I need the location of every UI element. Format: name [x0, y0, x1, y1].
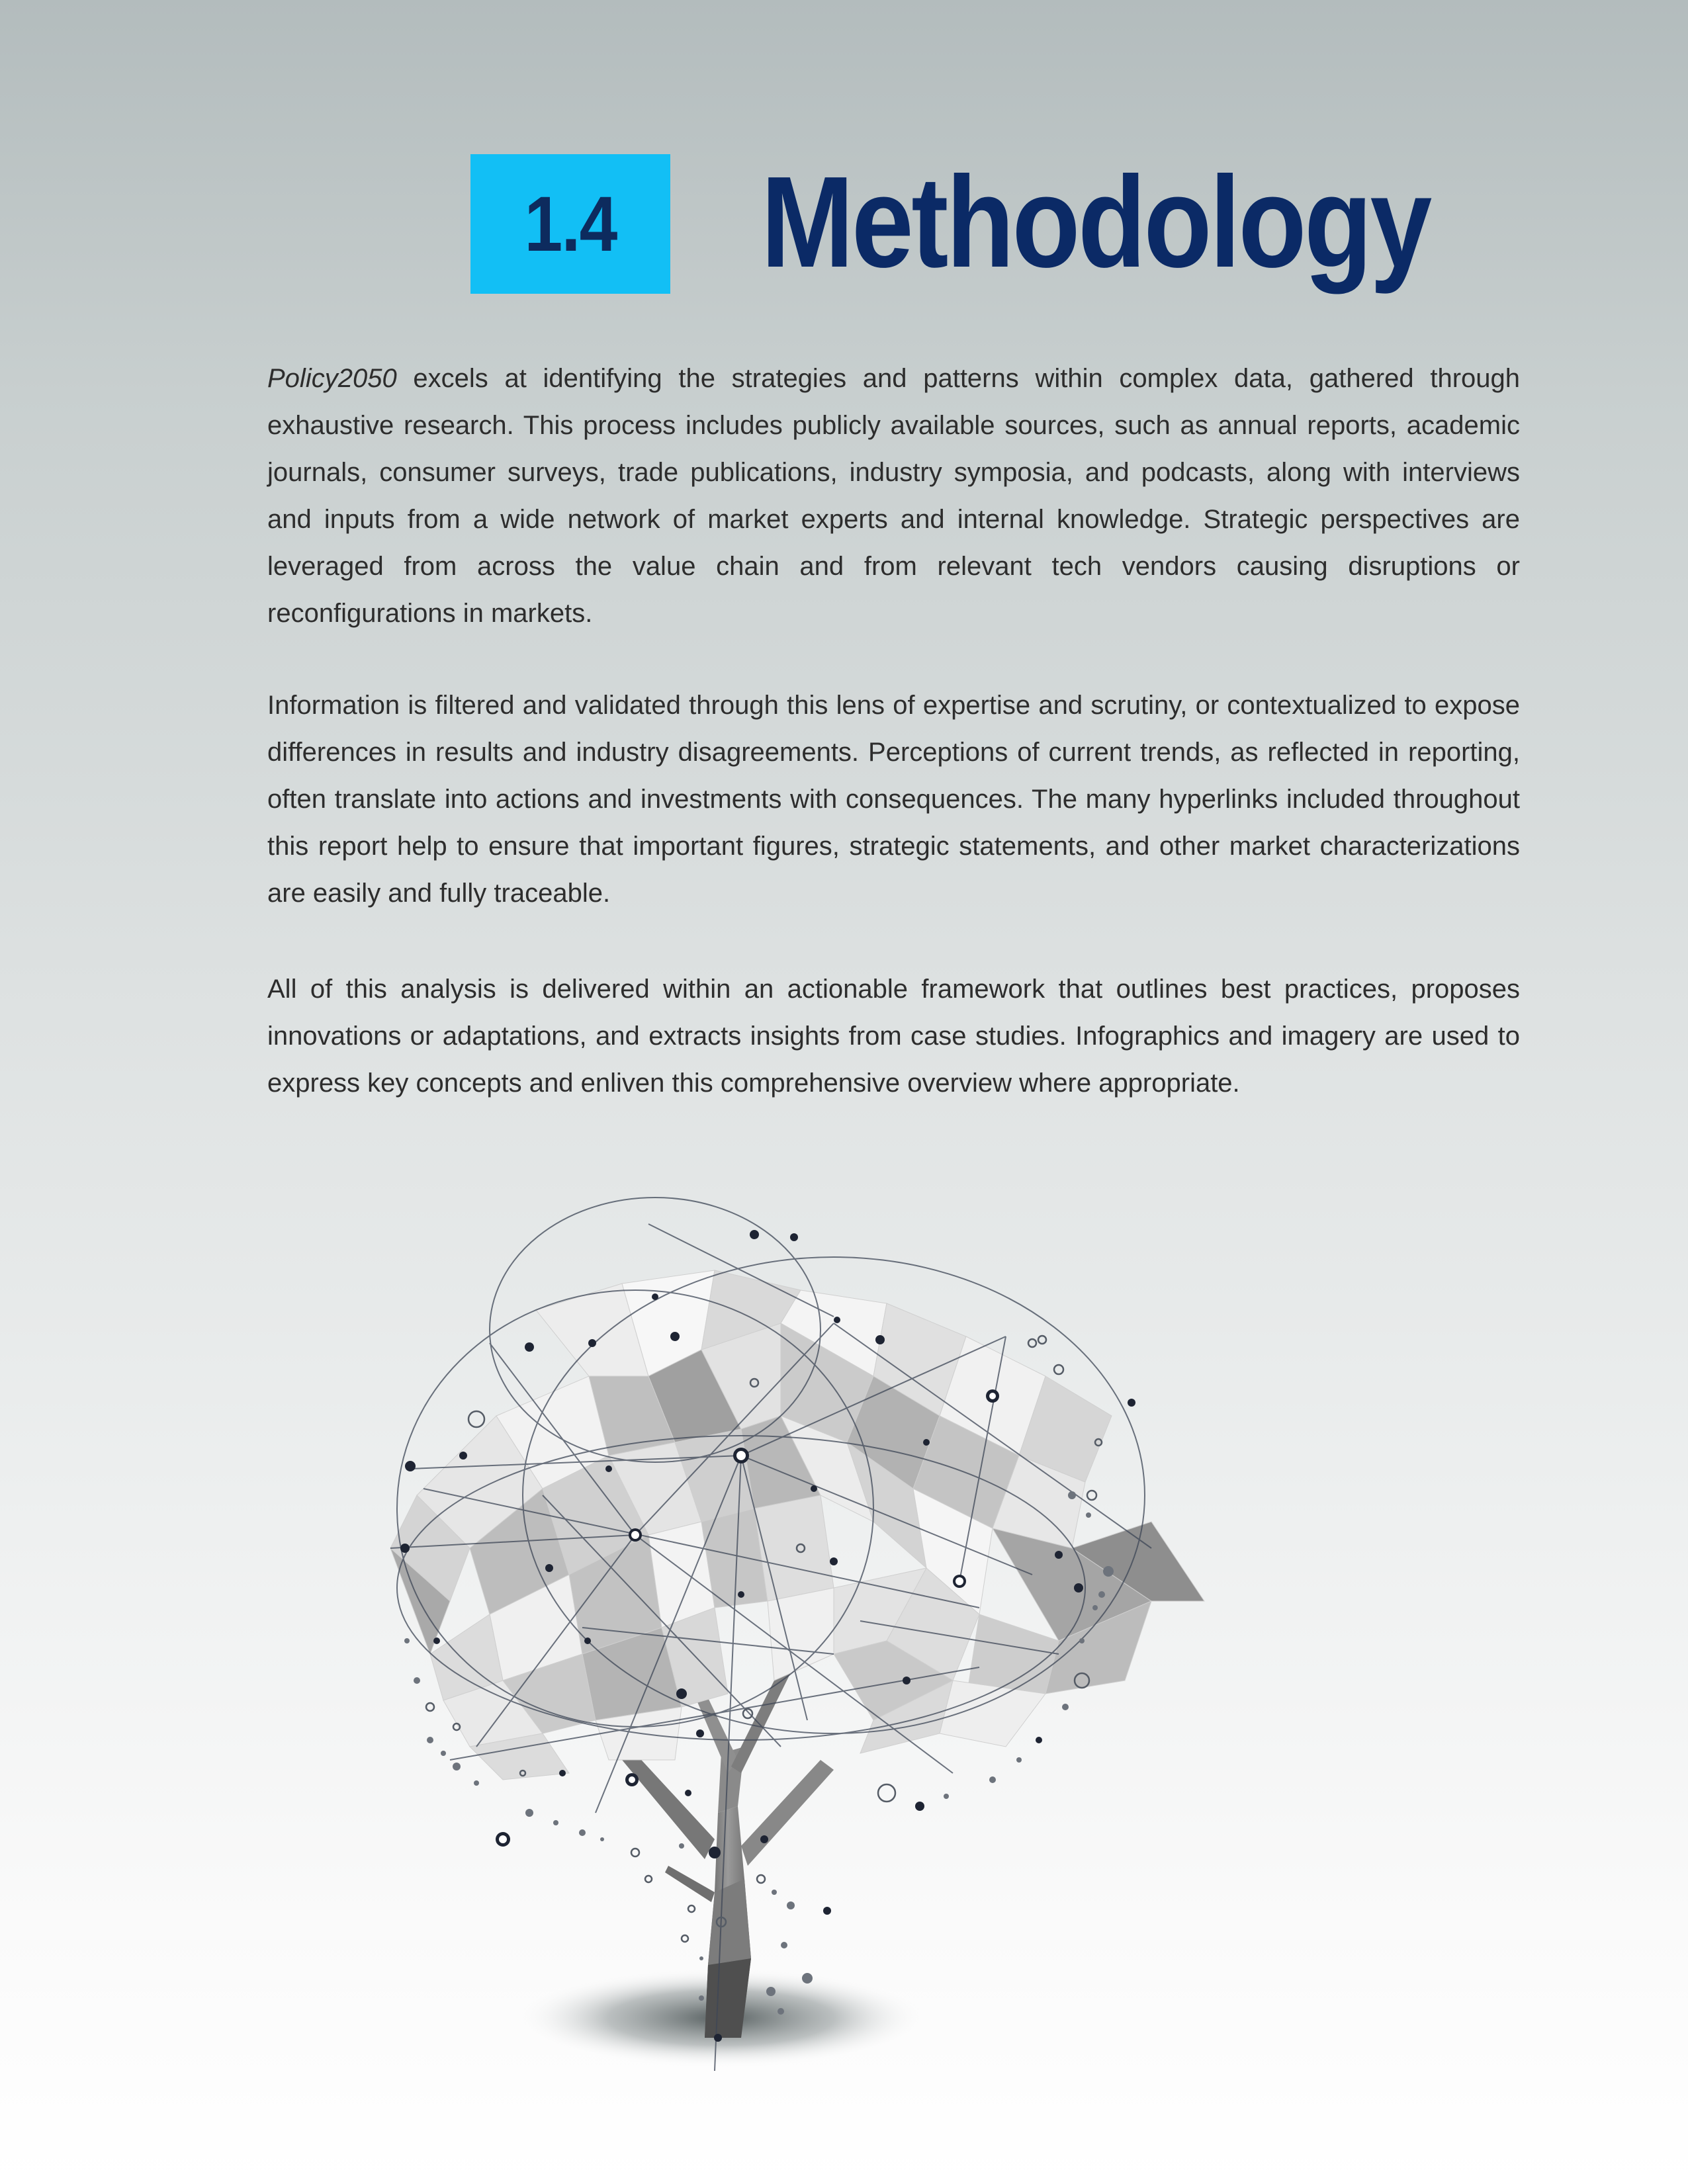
section-number-badge [470, 154, 670, 294]
paragraph-research-sources [267, 355, 1520, 637]
paragraph-validation: Information is filtered and validated through this lens of expertise and scrutiny, or contextualized to expose differences in results and industry disagreements. Perceptions of current trends, as reflected in reporting, often translate into actions and investments with consequences. The many hyperlinks included throughout this report help to ensure that important figures, strategic statements, and other market characterizations are easily and fully traceable. [267, 691, 1520, 908]
tree-canopy [390, 1270, 1204, 1780]
paragraph-text: excels at identifying the strategies and patterns within complex data, gathered through exhaustive research. This process includes publicly available sources, such as annual reports, academic journals, consumer surveys, trade publications, industry symposia, and podcasts, along with interviews and inputs from a wide network of market experts and internal knowledge. Strategic perspectives are leveraged from across the value chain and from relevant tech vendors causing disruptions or reconfigurations in markets. [267, 364, 1520, 628]
brand-name: Policy2050 [267, 364, 397, 393]
section-number: 1.4 [524, 180, 617, 268]
paragraph-framework: All of this analysis is delivered within an actionable framework that outlines best practices, proposes innovations or adaptations, and extracts insights from case studies. Infographics and imagery are used to express key concepts and enliven this comprehensive overview where appropriate. [267, 975, 1520, 1098]
page-title: Methodology [761, 150, 1430, 294]
low-poly-network-tree-icon [371, 1178, 1310, 2117]
